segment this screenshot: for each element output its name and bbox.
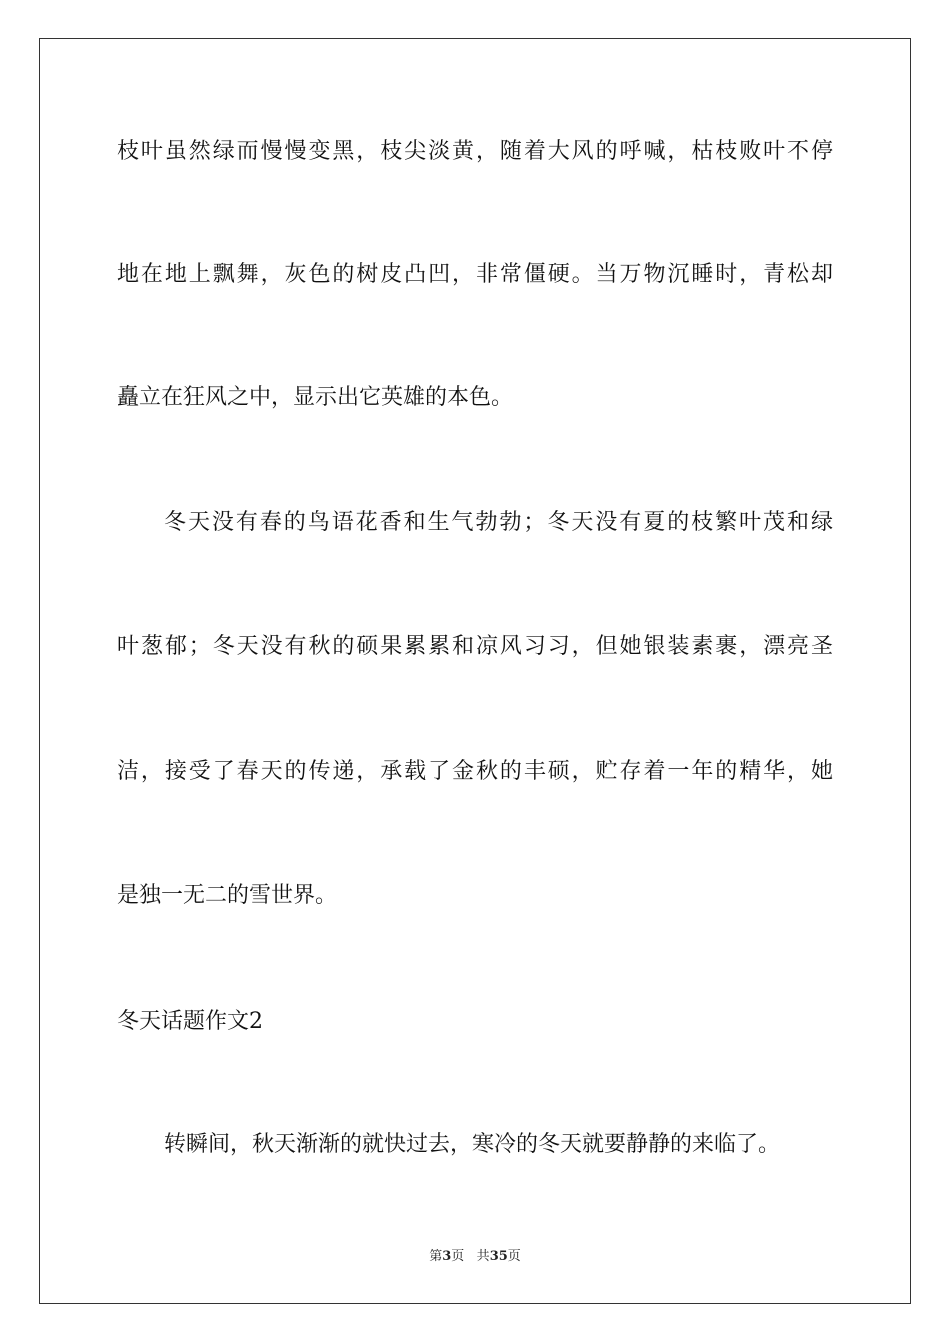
total-prefix: 共 xyxy=(476,1249,490,1264)
paragraph-1-line-2: 地在地上飘舞，灰色的树皮凸凹，非常僵硬。当万物沉睡时，青松却 xyxy=(117,262,833,287)
paragraph-2-line-3: 洁，接受了春天的传递，承载了金秋的丰硕，贮存着一年的精华，她 xyxy=(117,759,833,784)
paragraph-2-line-1: 冬天没有春的鸟语花香和生气勃勃；冬天没有夏的枝繁叶茂和绿 xyxy=(164,510,833,535)
page-number: 3 xyxy=(442,1249,452,1264)
paragraph-1-line-1: 枝叶虽然绿而慢慢变黑，枝尖淡黄，随着大风的呼喊，枯枝败叶不停 xyxy=(117,139,833,164)
total-suffix: 页 xyxy=(507,1249,521,1264)
section-heading: 冬天话题作文2 xyxy=(117,1009,263,1034)
paragraph-2-line-2: 叶葱郁；冬天没有秋的硕果累累和凉风习习，但她银装素裹，漂亮圣 xyxy=(117,634,833,659)
paragraph-3-line-1: 转瞬间，秋天渐渐的就快过去，寒冷的冬天就要静静的来临了。 xyxy=(164,1132,781,1157)
page-footer xyxy=(0,1248,950,1266)
page-prefix: 第 xyxy=(429,1249,443,1264)
page-suffix: 页 xyxy=(451,1249,465,1264)
paragraph-1-line-3: 矗立在狂风之中，显示出它英雄的本色。 xyxy=(117,385,514,410)
page-border xyxy=(39,38,911,1304)
total-pages: 35 xyxy=(489,1249,508,1264)
paragraph-2-line-4: 是独一无二的雪世界。 xyxy=(117,883,338,908)
